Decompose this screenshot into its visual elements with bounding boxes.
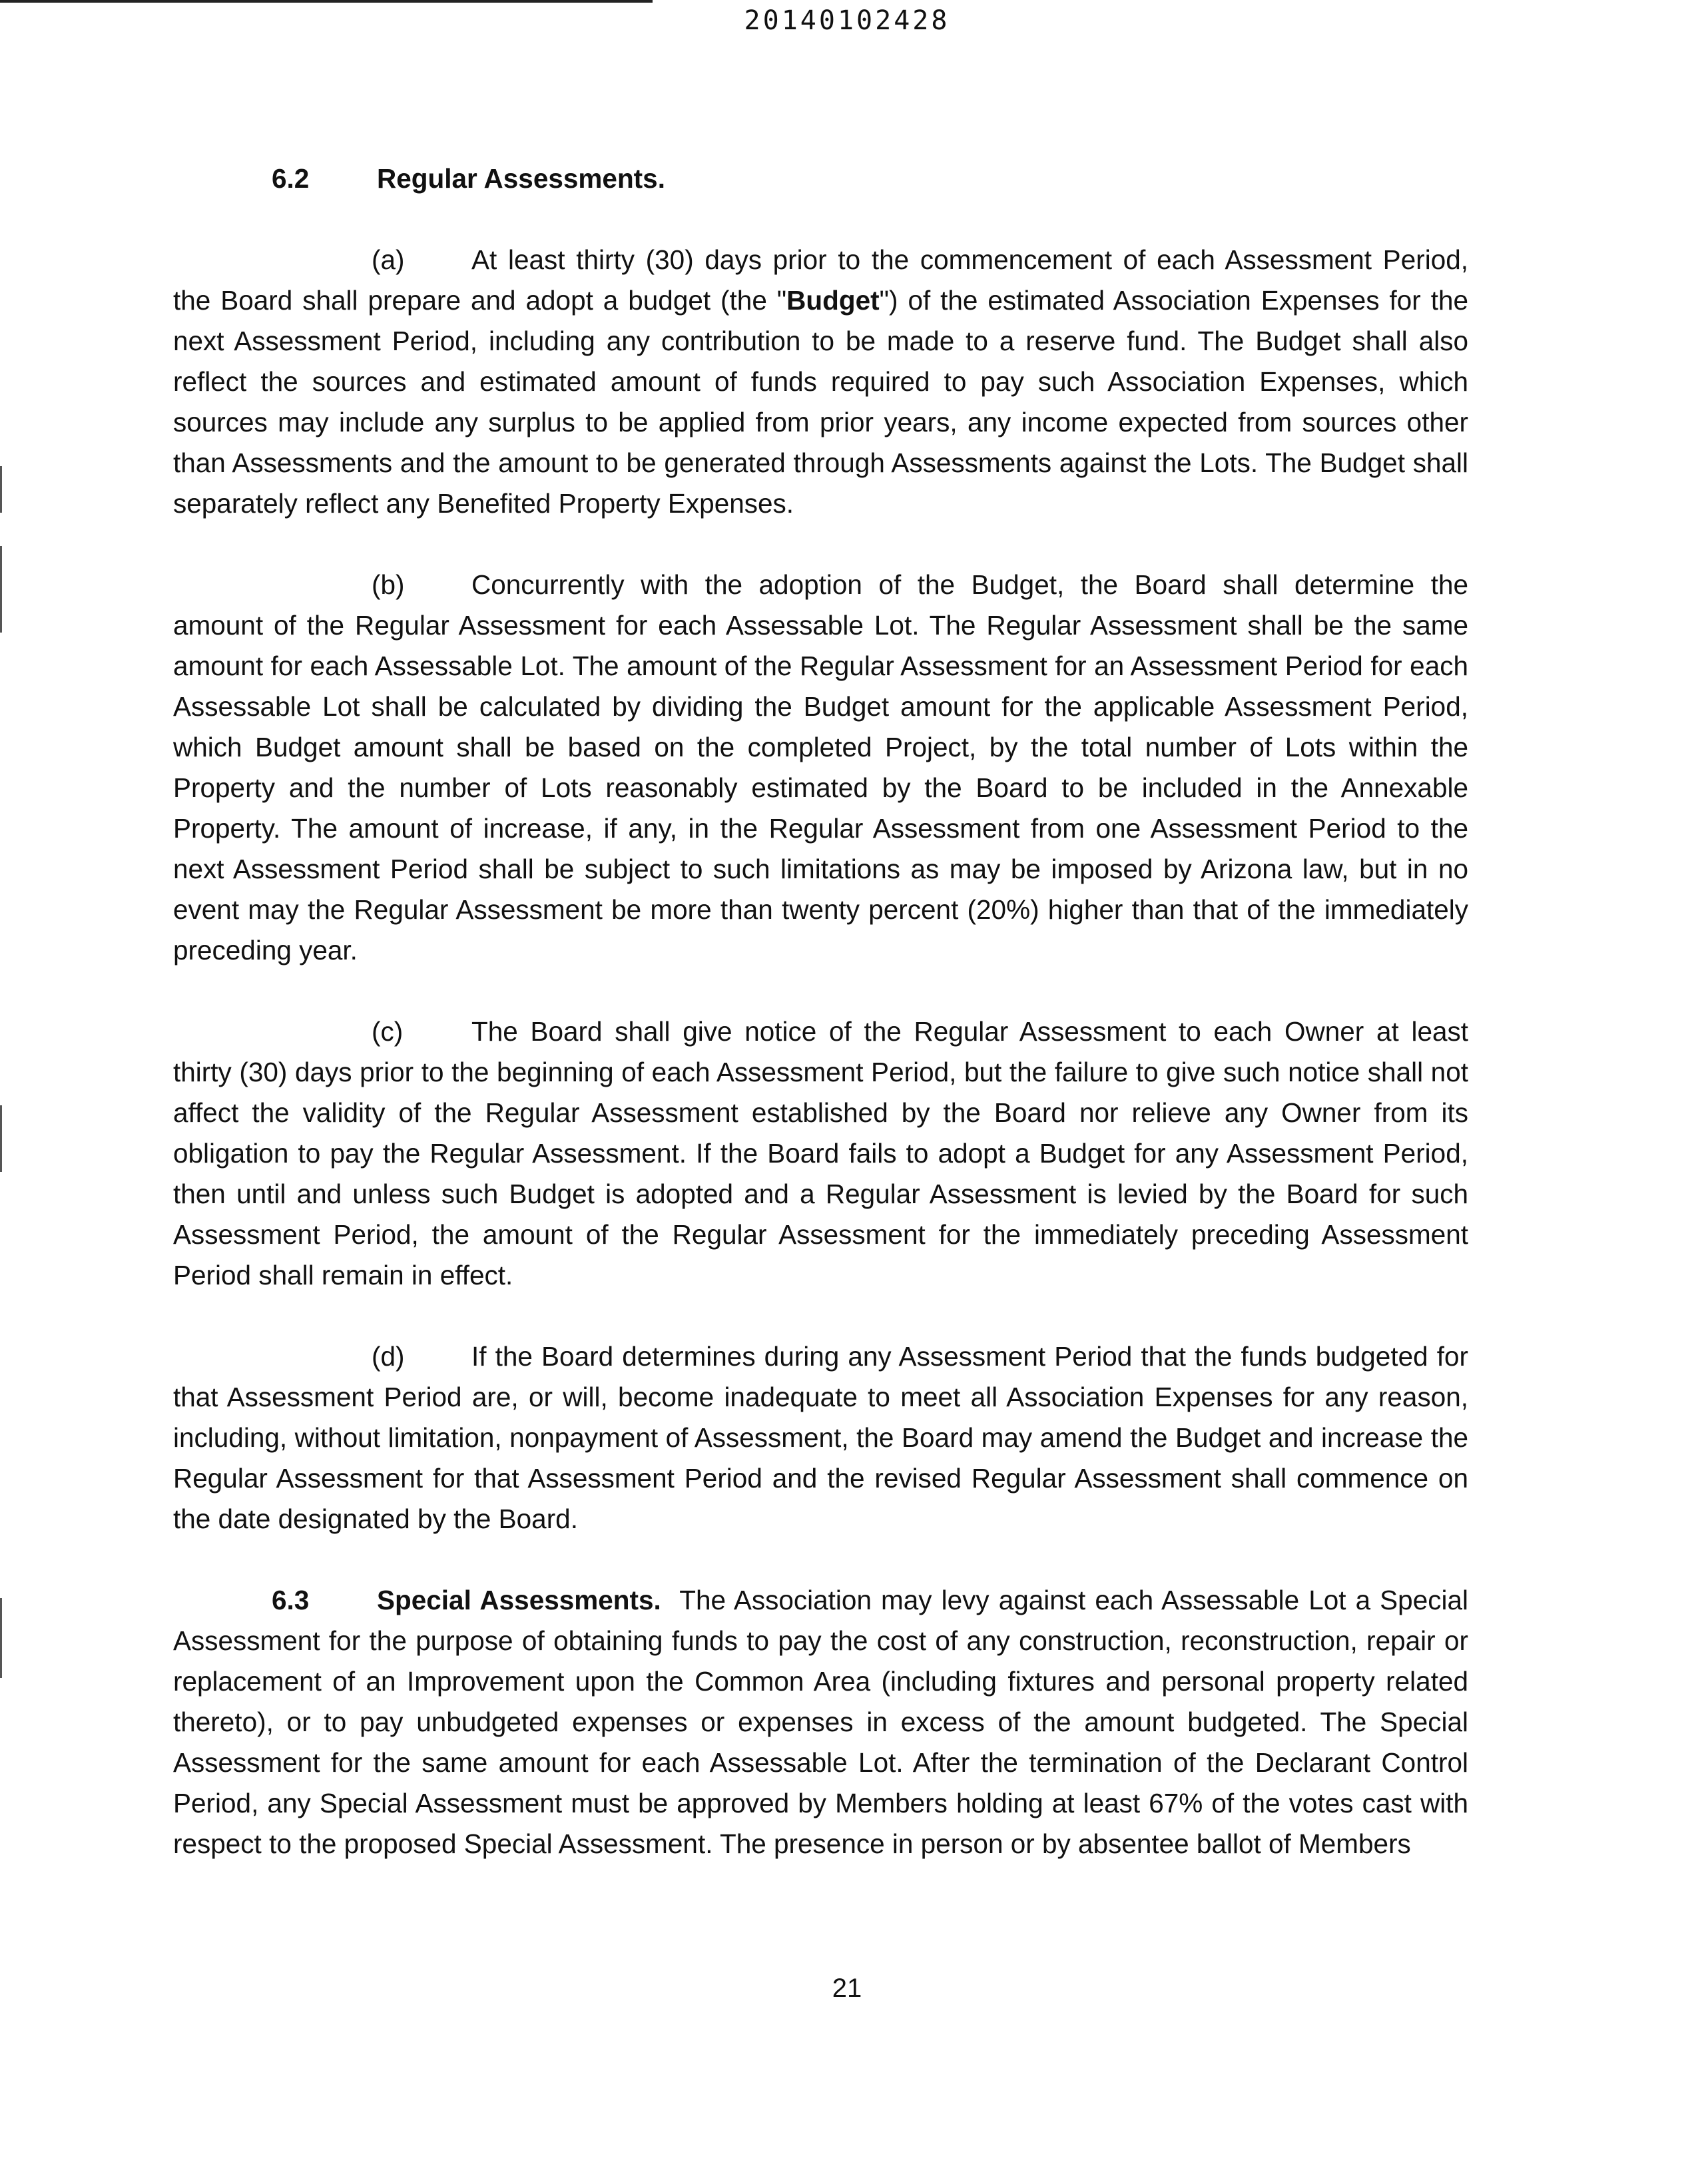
- paragraph-text: If the Board determines during any Assessment Period that the funds budgeted for that Assessment Period are, or will, become inadequate to meet all Association Expenses for any reason, including, without limitation, nonpayment of Assessment, the Board may amend the Budget and increase the Regular Assessment for that Assessment Period and the revised Regular Assessment shall commence on the date designated by the Board.: [173, 1341, 1468, 1534]
- paragraph-text: The Association may levy against each Assessable Lot a Special Assessment for the purpose of obtaining funds to pay the cost of any construction, reconstruction, repair or replacement of an Improvement upon the Common Area (including fixtures and personal property related thereto), or to pay unbudgeted expenses or expenses in excess of the amount budgeted. The Special Assessment for the same amount for each Assessable Lot. After the termination of the Declarant Control Period, any Special Assessment must be approved by Members holding at least 67% of the votes cast with respect to the proposed Special Assessment. The presence in person or by absentee ballot of Members: [173, 1585, 1469, 1859]
- paragraph-text: The Board shall give notice of the Regular Assessment to each Owner at least thirty (30) days prior to the beginning of each Assessment Period, but the failure to give such notice shall not affect the validity of the Regular Assessment established by the Board nor relieve any Owner from its obligation to pay the Regular Assessment. If the Board fails to adopt a Budget for any Assessment Period, then until and unless such Budget is adopted and a Regular Assessment is levied by the Board for such Assessment Period, the amount of the Regular Assessment for the immediately preceding Assessment Period shall remain in effect.: [173, 1016, 1468, 1290]
- paragraph-label: (d): [372, 1341, 405, 1372]
- section-6-3-paragraph: [173, 1580, 1468, 1864]
- section-6-2-heading: [272, 158, 1468, 199]
- document-number: 20140102428: [744, 5, 950, 36]
- defined-term: Budget: [786, 285, 880, 316]
- page-number: 21: [832, 1974, 862, 2003]
- paragraph-text: At least thirty (30) days prior to the commencement of each Assessment Period, the Board shall prepare and adopt a budget (the ": [173, 244, 1468, 316]
- paragraph-text: ") of the estimated Association Expenses for the next Assessment Period, including any contribution to be made to a reserve fund. The Budget shall also reflect the sources and estimated amount of funds required to pay such Association Expenses, which sources may include any surplus to be applied from prior years, any income expected from sources other than Assessments and the amount to be generated through Assessments against the Lots. The Budget shall separately reflect any Benefited Property Expenses.: [173, 285, 1469, 519]
- section-title: Regular Assessments.: [377, 163, 665, 194]
- document-body: [173, 158, 1468, 1905]
- scan-edge-mark: [0, 1105, 2, 1172]
- section-title: Special Assessments.: [377, 1585, 661, 1615]
- paragraph-d: [173, 1336, 1468, 1539]
- section-number: 6.3: [272, 1585, 310, 1615]
- section-number: 6.2: [272, 163, 310, 194]
- paragraph-a: [173, 240, 1468, 524]
- paragraph-label: (a): [372, 244, 405, 275]
- paragraph-label: (b): [372, 569, 405, 600]
- scan-edge-mark: [0, 1598, 2, 1678]
- paragraph-c: [173, 1011, 1468, 1296]
- paragraph-b: [173, 565, 1468, 971]
- paragraph-text: Concurrently with the adoption of the Budget, the Board shall determine the amount of the Regular Assessment for each Assessable Lot. The Regular Assessment shall be the same amount for each Assessable Lot. The amount of the Regular Assessment for an Assessment Period for each Assessable Lot shall be calculated by dividing the Budget amount for the applicable Assessment Period, which Budget amount shall be based on the completed Project, by the total number of Lots within the Property and the number of Lots reasonably estimated by the Board to be included in the Annexable Property. The amount of increase, if any, in the Regular Assessment from one Assessment Period to the next Assessment Period shall be subject to such limitations as may be imposed by Arizona law, but in no event may the Regular Assessment be more than twenty percent (20%) higher than that of the immediately preceding year.: [173, 569, 1468, 965]
- paragraph-label: (c): [372, 1016, 404, 1047]
- scan-edge-mark: [0, 466, 2, 513]
- scan-edge-mark: [0, 546, 2, 633]
- scan-top-rule: [0, 0, 653, 3]
